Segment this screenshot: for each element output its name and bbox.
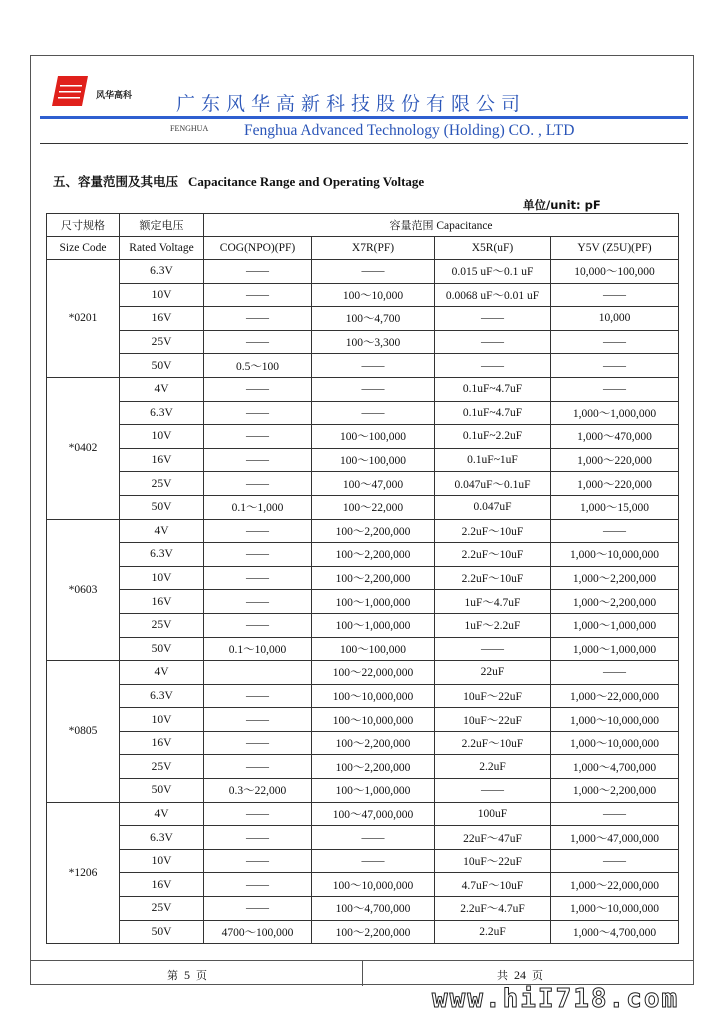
- y5v-value-cell: 1,000～2,200,000: [551, 590, 679, 614]
- x5r-value-cell: 0.1uF~1uF: [435, 448, 551, 472]
- x7r-value-cell: ——: [312, 849, 435, 873]
- x7r-value-cell: 100～2,200,000: [312, 566, 435, 590]
- size-code-cell: *0603: [47, 519, 120, 661]
- x5r-value-cell: 1uF～2.2uF: [435, 613, 551, 637]
- cog-value-cell: ——: [204, 307, 312, 331]
- company-name-chinese: 广东风华高新科技股份有限公司: [176, 93, 527, 115]
- x7r-value-cell: 100～10,000,000: [312, 873, 435, 897]
- footer-divider: [362, 961, 363, 986]
- table-row: [47, 897, 679, 921]
- y5v-value-cell: 1,000～22,000,000: [551, 684, 679, 708]
- voltage-cell: 4V: [120, 802, 204, 826]
- x5r-value-cell: ——: [435, 637, 551, 661]
- header-size-en: Size Code: [47, 237, 120, 260]
- voltage-cell: 10V: [120, 708, 204, 732]
- x5r-value-cell: 2.2uF～10uF: [435, 566, 551, 590]
- cog-value-cell: ——: [204, 401, 312, 425]
- y5v-value-cell: 1,000～220,000: [551, 448, 679, 472]
- x5r-value-cell: ——: [435, 354, 551, 378]
- x7r-value-cell: 100～22,000,000: [312, 661, 435, 685]
- y5v-value-cell: 1,000～10,000,000: [551, 543, 679, 567]
- x5r-value-cell: 4.7uF～10uF: [435, 873, 551, 897]
- x7r-value-cell: ——: [312, 826, 435, 850]
- x7r-value-cell: 100～3,300: [312, 330, 435, 354]
- x5r-value-cell: 0.0068 uF～0.01 uF: [435, 283, 551, 307]
- voltage-cell: 4V: [120, 661, 204, 685]
- table-row: [47, 377, 679, 401]
- cog-value-cell: 0.1～1,000: [204, 495, 312, 519]
- x7r-value-cell: ——: [312, 260, 435, 284]
- voltage-cell: 25V: [120, 897, 204, 921]
- cog-value-cell: ——: [204, 472, 312, 496]
- table-row: [47, 755, 679, 779]
- header-capacitance: 容量范围 Capacitance: [204, 214, 679, 237]
- x5r-value-cell: ——: [435, 330, 551, 354]
- x7r-value-cell: ——: [312, 354, 435, 378]
- voltage-cell: 50V: [120, 920, 204, 944]
- cog-value-cell: ——: [204, 283, 312, 307]
- header-divider: [40, 143, 688, 144]
- table-row: [47, 708, 679, 732]
- voltage-cell: 16V: [120, 307, 204, 331]
- table-row: [47, 260, 679, 284]
- cog-value-cell: 4700～100,000: [204, 920, 312, 944]
- y5v-value-cell: 1,000～2,200,000: [551, 779, 679, 803]
- voltage-cell: 6.3V: [120, 543, 204, 567]
- x5r-value-cell: 0.1uF~2.2uF: [435, 425, 551, 449]
- cog-value-cell: ——: [204, 448, 312, 472]
- voltage-cell: 16V: [120, 448, 204, 472]
- cog-value-cell: ——: [204, 425, 312, 449]
- x5r-value-cell: 0.1uF~4.7uF: [435, 401, 551, 425]
- cog-value-cell: 0.1～10,000: [204, 637, 312, 661]
- x5r-value-cell: 10uF～22uF: [435, 684, 551, 708]
- y5v-value-cell: 1,000～1,000,000: [551, 401, 679, 425]
- x5r-value-cell: 10uF～22uF: [435, 849, 551, 873]
- voltage-cell: 50V: [120, 354, 204, 378]
- section-title: [53, 172, 424, 190]
- header-blue-rule: [40, 116, 688, 119]
- y5v-value-cell: 1,000～1,000,000: [551, 637, 679, 661]
- cog-value-cell: ——: [204, 519, 312, 543]
- cog-value-cell: ——: [204, 330, 312, 354]
- x7r-value-cell: 100～10,000,000: [312, 708, 435, 732]
- voltage-cell: 10V: [120, 849, 204, 873]
- x5r-value-cell: 0.015 uF～0.1 uF: [435, 260, 551, 284]
- voltage-cell: 10V: [120, 425, 204, 449]
- table-row: [47, 448, 679, 472]
- voltage-cell: 50V: [120, 637, 204, 661]
- x7r-value-cell: ——: [312, 377, 435, 401]
- cog-value-cell: ——: [204, 590, 312, 614]
- y5v-value-cell: 1,000～10,000,000: [551, 731, 679, 755]
- x7r-value-cell: 100～2,200,000: [312, 543, 435, 567]
- voltage-cell: 25V: [120, 472, 204, 496]
- cog-value-cell: ——: [204, 708, 312, 732]
- cog-value-cell: [204, 661, 312, 685]
- x5r-value-cell: ——: [435, 307, 551, 331]
- y5v-value-cell: ——: [551, 661, 679, 685]
- cog-value-cell: 0.3～22,000: [204, 779, 312, 803]
- table-row: [47, 330, 679, 354]
- voltage-cell: 6.3V: [120, 684, 204, 708]
- voltage-cell: 16V: [120, 873, 204, 897]
- y5v-value-cell: 1,000～15,000: [551, 495, 679, 519]
- table-row: [47, 519, 679, 543]
- x7r-value-cell: 100～100,000: [312, 448, 435, 472]
- y5v-value-cell: ——: [551, 849, 679, 873]
- x7r-value-cell: 100～1,000,000: [312, 590, 435, 614]
- cog-value-cell: ——: [204, 802, 312, 826]
- total-pages: 共 24 页: [497, 968, 543, 982]
- table-row: [47, 684, 679, 708]
- x5r-value-cell: 10uF～22uF: [435, 708, 551, 732]
- x7r-value-cell: 100～1,000,000: [312, 779, 435, 803]
- y5v-value-cell: ——: [551, 519, 679, 543]
- voltage-cell: 4V: [120, 377, 204, 401]
- cog-value-cell: ——: [204, 731, 312, 755]
- header-y5v: Y5V (Z5U)(PF): [551, 237, 679, 260]
- table-row: [47, 566, 679, 590]
- voltage-cell: 6.3V: [120, 826, 204, 850]
- x7r-value-cell: 100～4,700: [312, 307, 435, 331]
- x7r-value-cell: 100～2,200,000: [312, 755, 435, 779]
- voltage-cell: 25V: [120, 613, 204, 637]
- table-row: [47, 779, 679, 803]
- header-x7r: X7R(PF): [312, 237, 435, 260]
- header-x5r: X5R(uF): [435, 237, 551, 260]
- cog-value-cell: ——: [204, 826, 312, 850]
- y5v-value-cell: 1,000～2,200,000: [551, 566, 679, 590]
- watermark-text: www.hiI718.com: [432, 984, 680, 1014]
- y5v-value-cell: ——: [551, 283, 679, 307]
- header-cog: COG(NPO)(PF): [204, 237, 312, 260]
- y5v-value-cell: 1,000～220,000: [551, 472, 679, 496]
- y5v-value-cell: 1,000～1,000,000: [551, 613, 679, 637]
- table-row: [47, 543, 679, 567]
- table-row: [47, 354, 679, 378]
- section-title-en: Capacitance Range and Operating Voltage: [188, 174, 425, 189]
- cog-value-cell: ——: [204, 377, 312, 401]
- table-row: [47, 425, 679, 449]
- voltage-cell: 16V: [120, 731, 204, 755]
- x5r-value-cell: 0.047uF～0.1uF: [435, 472, 551, 496]
- x7r-value-cell: 100～1,000,000: [312, 613, 435, 637]
- x7r-value-cell: 100～10,000,000: [312, 684, 435, 708]
- x7r-value-cell: 100～10,000: [312, 283, 435, 307]
- y5v-value-cell: ——: [551, 354, 679, 378]
- cog-value-cell: ——: [204, 849, 312, 873]
- table-row: [47, 613, 679, 637]
- header-voltage-cn: 额定电压: [120, 214, 204, 237]
- size-code-cell: *0201: [47, 260, 120, 378]
- page-footer: [30, 960, 694, 985]
- table-row: [47, 472, 679, 496]
- cog-value-cell: ——: [204, 897, 312, 921]
- table-row: [47, 826, 679, 850]
- table-subheader-row: [47, 237, 679, 260]
- x7r-value-cell: 100～22,000: [312, 495, 435, 519]
- x5r-value-cell: 22uF～47uF: [435, 826, 551, 850]
- company-short-name: 风华高科: [96, 91, 133, 101]
- cog-value-cell: ——: [204, 684, 312, 708]
- capacitance-table: [46, 213, 679, 944]
- voltage-cell: 25V: [120, 330, 204, 354]
- size-code-cell: *0402: [47, 377, 120, 519]
- y5v-value-cell: ——: [551, 330, 679, 354]
- x7r-value-cell: 100～100,000: [312, 425, 435, 449]
- voltage-cell: 4V: [120, 519, 204, 543]
- header-size-cn: 尺寸规格: [47, 214, 120, 237]
- y5v-value-cell: 1,000～10,000,000: [551, 708, 679, 732]
- unit-label: 单位/unit: pF: [523, 198, 601, 212]
- size-code-cell: *1206: [47, 802, 120, 944]
- voltage-cell: 50V: [120, 779, 204, 803]
- x5r-value-cell: 2.2uF: [435, 755, 551, 779]
- cog-value-cell: ——: [204, 873, 312, 897]
- voltage-cell: 6.3V: [120, 401, 204, 425]
- table-row: [47, 283, 679, 307]
- table-row: [47, 401, 679, 425]
- x7r-value-cell: 100～2,200,000: [312, 920, 435, 944]
- x5r-value-cell: ——: [435, 779, 551, 803]
- table-row: [47, 637, 679, 661]
- size-code-cell: *0805: [47, 661, 120, 803]
- x7r-value-cell: 100～47,000: [312, 472, 435, 496]
- x5r-value-cell: 2.2uF～10uF: [435, 731, 551, 755]
- y5v-value-cell: 1,000～10,000,000: [551, 897, 679, 921]
- x5r-value-cell: 2.2uF～10uF: [435, 543, 551, 567]
- voltage-cell: 25V: [120, 755, 204, 779]
- cog-value-cell: ——: [204, 260, 312, 284]
- x7r-value-cell: 100～2,200,000: [312, 731, 435, 755]
- table-row: [47, 661, 679, 685]
- x7r-value-cell: 100～100,000: [312, 637, 435, 661]
- table-row: [47, 849, 679, 873]
- y5v-value-cell: 1,000～4,700,000: [551, 920, 679, 944]
- section-title-cn: 五、容量范围及其电压: [53, 174, 179, 189]
- header-voltage-en: Rated Voltage: [120, 237, 204, 260]
- voltage-cell: 10V: [120, 283, 204, 307]
- table-row: [47, 873, 679, 897]
- table-row: [47, 307, 679, 331]
- table-header-row: [47, 214, 679, 237]
- table-row: [47, 731, 679, 755]
- voltage-cell: 50V: [120, 495, 204, 519]
- voltage-cell: 6.3V: [120, 260, 204, 284]
- y5v-value-cell: 1,000～22,000,000: [551, 873, 679, 897]
- x5r-value-cell: 1uF～4.7uF: [435, 590, 551, 614]
- x5r-value-cell: 0.1uF~4.7uF: [435, 377, 551, 401]
- cog-value-cell: ——: [204, 613, 312, 637]
- fenghua-logo-icon: [52, 76, 88, 106]
- x5r-value-cell: 100uF: [435, 802, 551, 826]
- y5v-value-cell: 1,000～4,700,000: [551, 755, 679, 779]
- table-row: [47, 590, 679, 614]
- table-row: [47, 920, 679, 944]
- table-row: [47, 802, 679, 826]
- y5v-value-cell: 1,000～47,000,000: [551, 826, 679, 850]
- cog-value-cell: ——: [204, 755, 312, 779]
- x5r-value-cell: 0.047uF: [435, 495, 551, 519]
- x7r-value-cell: 100～47,000,000: [312, 802, 435, 826]
- y5v-value-cell: 1,000～470,000: [551, 425, 679, 449]
- cog-value-cell: 0.5～100: [204, 354, 312, 378]
- x7r-value-cell: 100～4,700,000: [312, 897, 435, 921]
- voltage-cell: 10V: [120, 566, 204, 590]
- y5v-value-cell: 10,000: [551, 307, 679, 331]
- x7r-value-cell: ——: [312, 401, 435, 425]
- page-number: 第 5 页: [167, 968, 207, 982]
- table-row: [47, 495, 679, 519]
- company-name-english: Fenghua Advanced Technology (Holding) CO. , LTD: [244, 122, 575, 139]
- x5r-value-cell: 2.2uF: [435, 920, 551, 944]
- y5v-value-cell: ——: [551, 802, 679, 826]
- cog-value-cell: ——: [204, 543, 312, 567]
- x5r-value-cell: 2.2uF～4.7uF: [435, 897, 551, 921]
- y5v-value-cell: ——: [551, 377, 679, 401]
- cog-value-cell: ——: [204, 566, 312, 590]
- voltage-cell: 16V: [120, 590, 204, 614]
- brand-label: FENGHUA: [170, 124, 209, 133]
- x5r-value-cell: 2.2uF～10uF: [435, 519, 551, 543]
- x7r-value-cell: 100～2,200,000: [312, 519, 435, 543]
- y5v-value-cell: 10,000～100,000: [551, 260, 679, 284]
- x5r-value-cell: 22uF: [435, 661, 551, 685]
